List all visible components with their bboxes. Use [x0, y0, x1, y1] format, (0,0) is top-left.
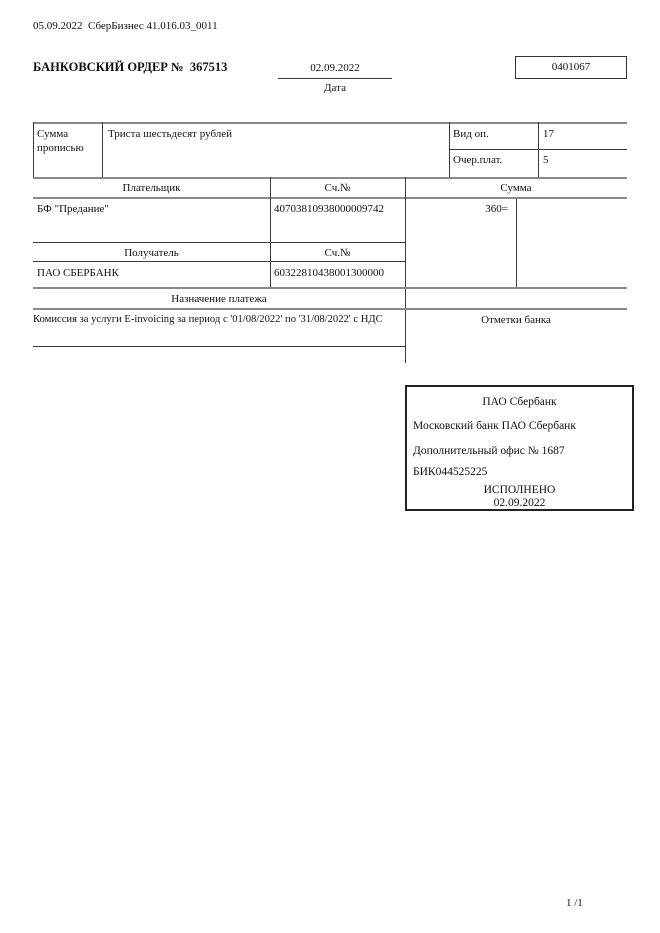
op-type-value-divider [538, 122, 539, 178]
payer-column-header: Плательщик [122, 182, 181, 194]
recipient-name: ПАО СБЕРБАНК [37, 267, 119, 279]
recipient-header-top-border [33, 242, 405, 243]
page-number: 1 /1 [566, 897, 583, 909]
amount-row-left-border [33, 122, 34, 178]
sum-column-header: Сумма [500, 182, 532, 194]
recipient-header-bottom-border [33, 261, 405, 262]
stamp-bik: БИК044525225 [413, 466, 488, 478]
amount-in-words-label: Сумма прописью [37, 128, 84, 154]
amount-row-bottom-border [33, 177, 627, 179]
op-type-value: 17 [543, 128, 554, 140]
document-header-line: 05.09.2022 СберБизнес 41.016.03_0011 [33, 20, 218, 32]
payer-name: БФ "Предание" [37, 203, 109, 215]
amount-label-divider [102, 122, 103, 178]
form-code: 0401067 [551, 61, 591, 73]
payment-sum-value: 360= [485, 203, 508, 215]
op-type-label: Вид оп. [453, 128, 489, 140]
order-date-label: Дата [324, 82, 346, 94]
purpose-header-bottom-border [33, 308, 627, 310]
op-type-row-divider [449, 149, 627, 150]
stamp-date: 02.09.2022 [493, 497, 546, 509]
recipient-account-column-header: Сч.№ [324, 247, 351, 259]
bank-marks-header: Отметки банка [481, 314, 551, 326]
op-type-left-divider [449, 122, 450, 178]
form-code-box [515, 56, 627, 79]
purpose-bottom-border [33, 346, 405, 347]
recipient-column-header: Получатель [124, 247, 179, 259]
stamp-status: ИСПОЛНЕНО [483, 484, 556, 496]
recipient-row-bottom-border [33, 287, 627, 289]
payer-account-number: 40703810938000009742 [274, 203, 384, 215]
recipient-account-number: 60322810438001300000 [274, 267, 384, 279]
document-title: БАНКОВСКИЙ ОРДЕР № 367513 [33, 60, 228, 74]
order-date-underline [278, 78, 392, 79]
amount-in-words-value: Триста шестьдесят рублей [108, 128, 233, 140]
sum-cell-divider [516, 199, 517, 288]
purpose-header: Назначение платежа [171, 293, 267, 305]
payer-account-column-header: Сч.№ [324, 182, 351, 194]
column-headers-bottom-border [33, 197, 627, 199]
bank-execution-stamp [405, 385, 634, 511]
payment-priority-label: Очер.плат. [453, 154, 503, 166]
stamp-bank-name: ПАО Сбербанк [482, 396, 557, 408]
payment-priority-value: 5 [543, 154, 549, 166]
stamp-branch-name: Московский банк ПАО Сбербанк [413, 420, 576, 432]
order-date-value: 02.09.2022 [310, 62, 360, 74]
stamp-office-name: Дополнительный офис № 1687 [413, 445, 565, 457]
purpose-text: Комиссия за услуги E-invoicing за период с '01/08/2022' по '31/08/2022' с НДС [33, 314, 383, 325]
name-account-divider [270, 177, 271, 288]
